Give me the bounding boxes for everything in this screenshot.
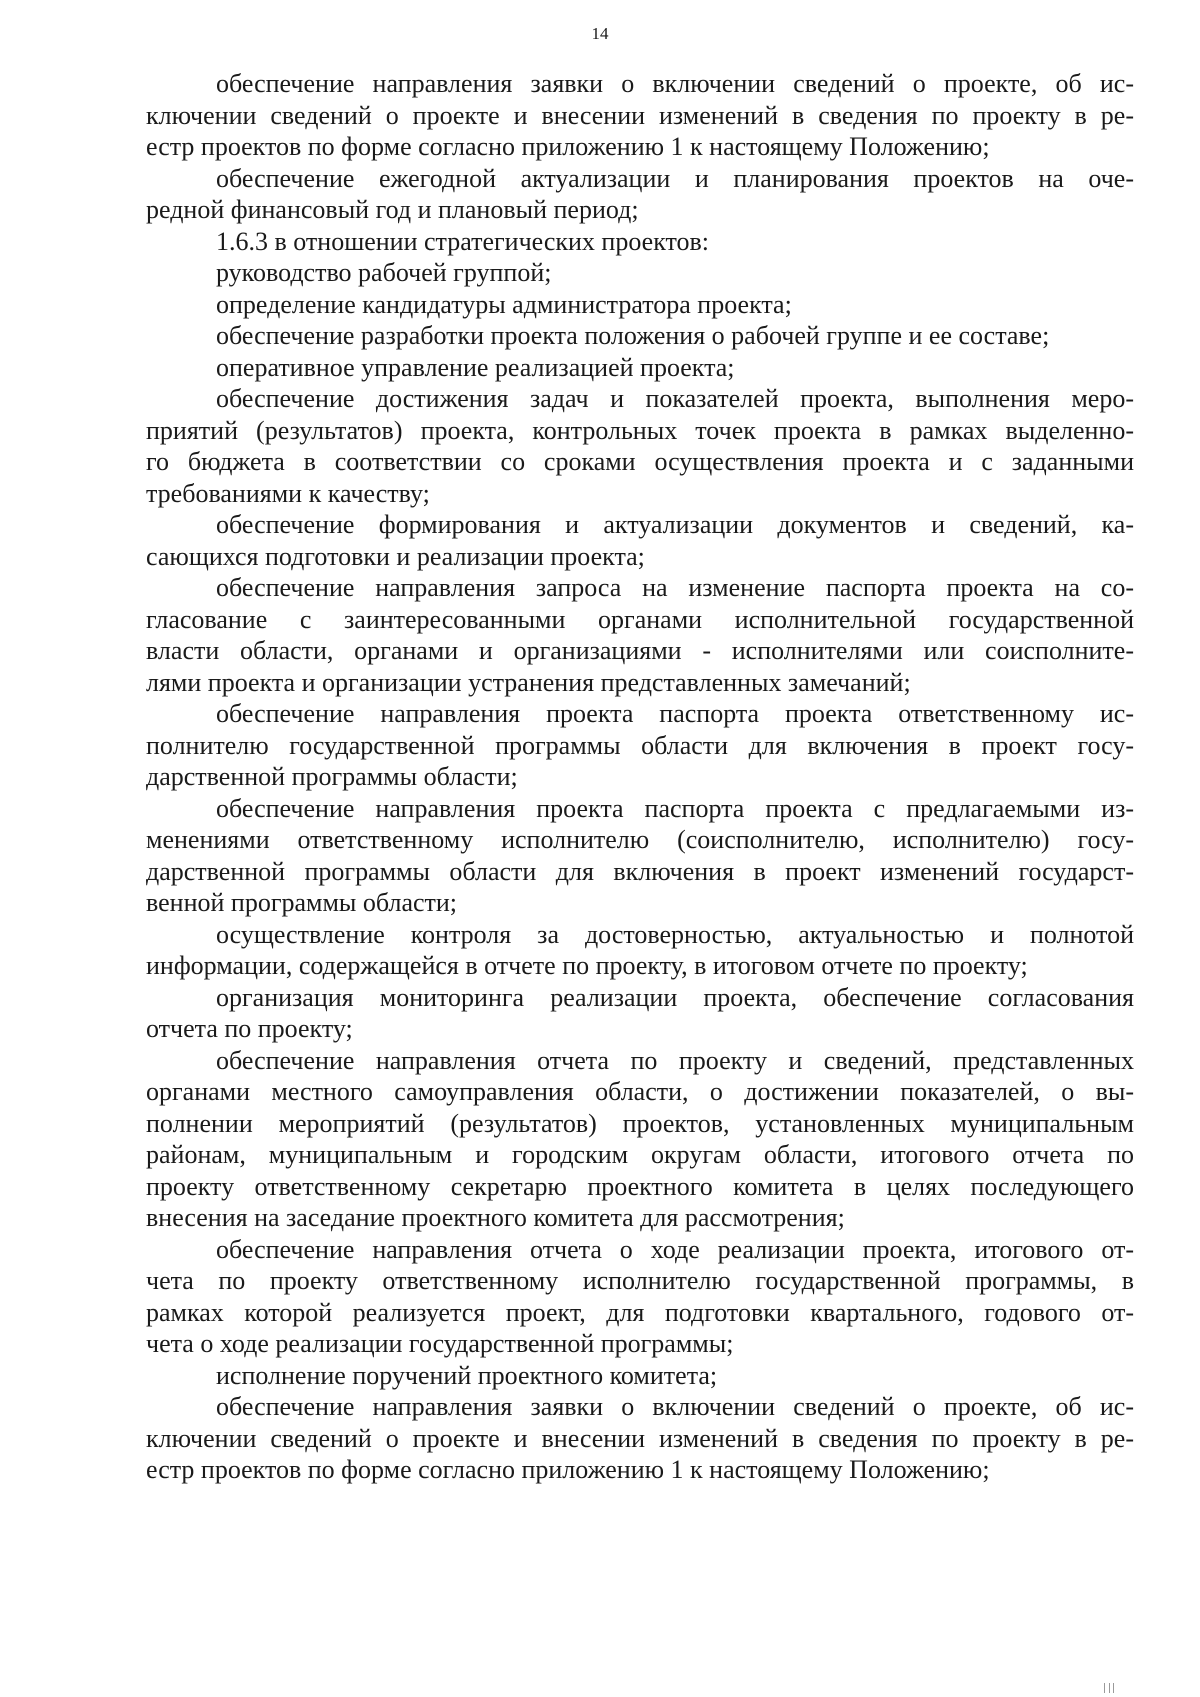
text-line: исполнение поручений проектного комитета; xyxy=(216,1360,718,1390)
text-line: гласование с заинтересованными органами исполнительной государственной xyxy=(146,604,1134,634)
text-line: организация мониторинга реализации проекта, обеспечение согласования xyxy=(216,982,1134,1012)
text-line: го бюджета в соответствии со сроками осуществления проекта и с заданными xyxy=(146,447,1134,476)
text-line: обеспечение направления запроса на изменение паспорта проекта на со- xyxy=(216,573,1134,602)
text-line: редной финансовый год и плановый период; xyxy=(146,195,639,224)
text-line: определение кандидатуры администратора проекта; xyxy=(216,289,792,319)
text-line: естр проектов по форме согласно приложению 1 к настоящему Положению; xyxy=(146,132,990,161)
text-line: осуществление контроля за достоверностью, актуальностью и полнотой xyxy=(216,919,1134,949)
text-line: проекту ответственному секретарю проектного комитета в целях последующего xyxy=(146,1171,1134,1201)
body-text xyxy=(146,68,1134,1486)
text-line: рамках которой реализуется проект, для подготовки квартального, годового от- xyxy=(146,1297,1134,1327)
text-line: сающихся подготовки и реализации проекта; xyxy=(146,541,645,571)
text-line: обеспечение разработки проекта положения о рабочей группе и ее составе; xyxy=(216,321,1050,350)
text-line: лями проекта и организации устранения представленных замечаний; xyxy=(146,667,911,697)
text-line: полнителю государственной программы области для включения в проект госу- xyxy=(146,730,1134,760)
text-line: власти области, органами и организациями - исполнителями или соисполните- xyxy=(146,636,1134,665)
text-line: обеспечение формирования и актуализации документов и сведений, ка- xyxy=(216,510,1134,539)
text-line: чета о ходе реализации государственной программы; xyxy=(146,1329,734,1358)
text-line: менениями ответственному исполнителю (соисполнителю, исполнителю) госу- xyxy=(146,825,1134,854)
text-line: обеспечение направления заявки о включении сведений о проекте, об ис- xyxy=(216,69,1134,98)
text-line: венной программы области; xyxy=(146,888,458,917)
text-line: приятий (результатов) проекта, контрольных точек проекта в рамках выделенно- xyxy=(146,415,1134,445)
text-line: обеспечение направления проекта паспорта проекта ответственному ис- xyxy=(216,699,1134,728)
text-line: полнении мероприятий (результатов) проектов, установленных муниципальным xyxy=(146,1108,1134,1138)
text-line: информации, содержащейся в отчете по проекту, в итоговом отчете по проекту; xyxy=(146,951,1028,980)
text-line: органами местного самоуправления области, о достижении показателей, о вы- xyxy=(146,1077,1134,1106)
text-line: ключении сведений о проекте и внесении изменений в сведения по проекту в ре- xyxy=(146,100,1134,130)
text-line: отчета по проекту; xyxy=(146,1014,353,1043)
text-line: дарственной программы области; xyxy=(146,762,518,791)
text-line: чета по проекту ответственному исполнителю государственной программы, в xyxy=(146,1266,1134,1295)
text-line: обеспечение направления заявки о включении сведений о проекте, об ис- xyxy=(216,1392,1134,1421)
text-line: требованиями к качеству; xyxy=(146,478,430,508)
text-line: руководство рабочей группой; xyxy=(216,258,552,287)
text-line: обеспечение направления проекта паспорта проекта с предлагаемыми из- xyxy=(216,793,1134,823)
page-number: 14 xyxy=(591,24,609,43)
text-line: естр проектов по форме согласно приложению 1 к настоящему Положению; xyxy=(146,1455,990,1484)
text-line: дарственной программы области для включения в проект изменений государст- xyxy=(146,856,1134,886)
text-line: оперативное управление реализацией проекта; xyxy=(216,352,735,382)
text-line: 1.6.3 в отношении стратегических проектов: xyxy=(216,226,710,256)
text-line: внесения на заседание проектного комитета для рассмотрения; xyxy=(146,1203,845,1232)
text-line: обеспечение ежегодной актуализации и планирования проектов на оче- xyxy=(216,163,1134,193)
text-line: районам, муниципальным и городским округам области, итогового отчета по xyxy=(146,1140,1134,1169)
text-line: обеспечение достижения задач и показателей проекта, выполнения меро- xyxy=(216,384,1134,413)
text-line: обеспечение направления отчета по проекту и сведений, представленных xyxy=(216,1045,1134,1075)
text-line: ключении сведений о проекте и внесении изменений в сведения по проекту в ре- xyxy=(146,1423,1134,1453)
text-line: обеспечение направления отчета о ходе реализации проекта, итогового от- xyxy=(216,1234,1134,1264)
scan-artifact xyxy=(1100,1679,1140,1693)
